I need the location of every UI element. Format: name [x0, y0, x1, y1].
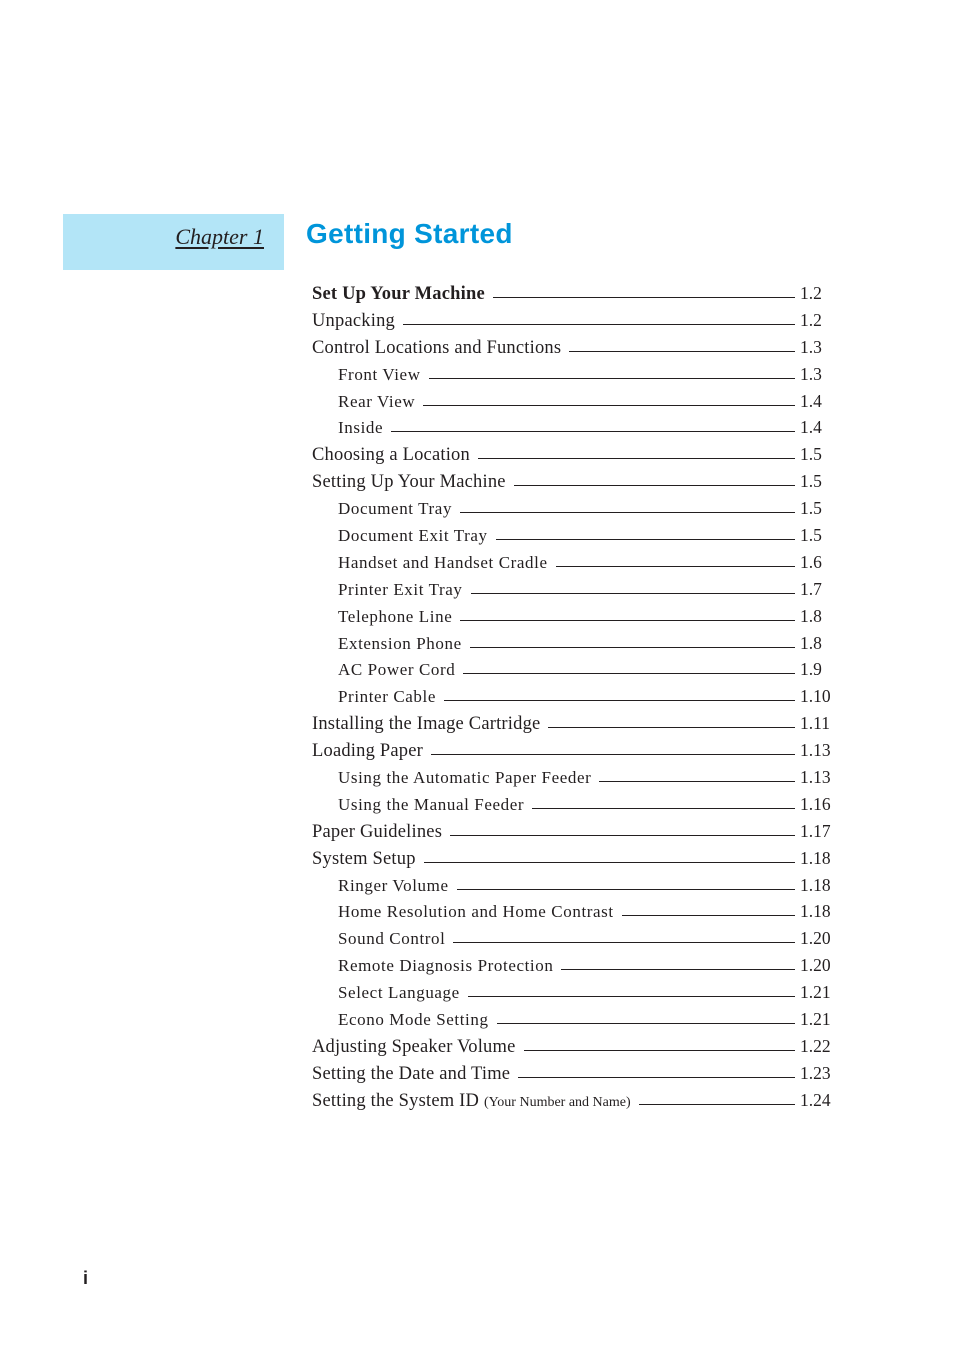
toc-entry-label	[338, 983, 460, 1003]
toc-entry-label	[338, 1010, 489, 1030]
toc-entry-label	[312, 284, 485, 305]
toc-entry-title: Paper Guidelines	[312, 821, 443, 842]
toc-leader-line	[391, 431, 795, 432]
toc-entry-title: Ringer Volume	[338, 875, 449, 895]
toc-leader-line	[444, 700, 795, 701]
toc-entry[interactable]	[312, 310, 834, 337]
toc-page-number: 1.5	[800, 444, 822, 465]
toc-leader-line	[548, 727, 795, 728]
toc-page-number: 1.20	[800, 928, 831, 949]
toc-entry[interactable]	[312, 471, 834, 498]
toc-entry[interactable]	[312, 875, 834, 902]
toc-page-number: 1.21	[800, 982, 831, 1003]
toc-leader-line	[561, 969, 795, 970]
table-of-contents	[312, 283, 834, 1117]
page-number: i	[83, 1268, 89, 1288]
toc-leader-line	[518, 1077, 795, 1078]
toc-entry[interactable]	[312, 955, 834, 982]
toc-page-number: 1.22	[800, 1035, 831, 1056]
toc-leader-line	[599, 781, 795, 782]
toc-leader-line	[460, 512, 795, 513]
toc-entry[interactable]	[312, 283, 834, 310]
toc-entry-label	[338, 929, 445, 949]
toc-entry[interactable]	[312, 767, 834, 794]
toc-leader-line	[639, 1104, 795, 1105]
toc-entry[interactable]	[312, 848, 834, 875]
toc-page-number: 1.16	[800, 793, 831, 814]
toc-page-number: 1.6	[800, 551, 822, 572]
toc-entry-title: Document Exit Tray	[338, 526, 488, 546]
toc-entry-title: Handset and Handset Cradle	[338, 552, 548, 572]
toc-leader-line	[423, 405, 795, 406]
toc-entry-label	[338, 795, 524, 815]
toc-page-number: 1.17	[800, 820, 831, 841]
toc-page-number: 1.18	[800, 901, 831, 922]
toc-entry-subtitle: (Your Number and Name)	[483, 1094, 631, 1110]
toc-entry[interactable]	[312, 444, 834, 471]
toc-entry-label	[338, 418, 383, 438]
toc-entry[interactable]	[312, 928, 834, 955]
toc-leader-line	[496, 539, 795, 540]
toc-entry-title: Setting Up Your Machine	[312, 472, 506, 493]
toc-entry[interactable]	[312, 713, 834, 740]
toc-leader-line	[493, 297, 795, 298]
toc-entry[interactable]	[312, 794, 834, 821]
chapter-box	[63, 214, 284, 270]
toc-page-number: 1.20	[800, 955, 831, 976]
toc-page-number: 1.18	[800, 874, 831, 895]
toc-entry[interactable]	[312, 982, 834, 1009]
toc-entry-label	[338, 660, 455, 680]
toc-leader-line	[478, 458, 795, 459]
toc-page-number: 1.2	[800, 309, 822, 330]
toc-entry-title: Adjusting Speaker Volume	[312, 1036, 516, 1057]
toc-entry[interactable]	[312, 552, 834, 579]
toc-entry[interactable]	[312, 1036, 834, 1063]
toc-entry-label	[338, 499, 452, 519]
toc-entry-title: Document Tray	[338, 499, 453, 519]
page-title: Getting Started	[306, 218, 513, 249]
toc-leader-line	[497, 1023, 795, 1024]
toc-entry-label	[312, 849, 416, 870]
toc-leader-line	[450, 835, 795, 836]
toc-entry-title: Using the Automatic Paper Feeder	[338, 768, 592, 788]
toc-leader-line	[468, 996, 795, 997]
toc-page-number: 1.13	[800, 740, 831, 761]
toc-entry[interactable]	[312, 686, 834, 713]
toc-entry[interactable]	[312, 364, 834, 391]
toc-page-number: 1.7	[800, 578, 822, 599]
toc-entry-title: Inside	[338, 418, 384, 438]
toc-leader-line	[457, 889, 795, 890]
toc-entry[interactable]	[312, 659, 834, 686]
toc-page-number: 1.13	[800, 767, 831, 788]
toc-page-number: 1.4	[800, 390, 822, 411]
toc-entry[interactable]	[312, 337, 834, 364]
toc-page-number: 1.3	[800, 336, 822, 357]
toc-leader-line	[453, 942, 795, 943]
toc-entry-title: Set Up Your Machine	[312, 284, 485, 304]
toc-entry[interactable]	[312, 633, 834, 660]
toc-entry-title: Installing the Image Cartridge	[312, 714, 541, 735]
toc-entry-title: Select Language	[338, 983, 460, 1003]
toc-entry-title: Extension Phone	[338, 633, 462, 653]
toc-leader-line	[471, 593, 796, 594]
toc-entry-label	[338, 580, 463, 600]
toc-entry-label	[312, 822, 442, 843]
toc-page-number: 1.4	[800, 417, 822, 438]
toc-entry-label	[338, 956, 553, 976]
toc-entry-label	[312, 472, 506, 493]
toc-leader-line	[524, 1050, 796, 1051]
toc-entry-label	[338, 553, 548, 573]
toc-entry-label	[312, 445, 470, 466]
toc-entry-label	[312, 1064, 510, 1085]
toc-leader-line	[424, 862, 795, 863]
toc-entry-label	[312, 311, 395, 332]
toc-entry-title: Control Locations and Functions	[312, 337, 562, 358]
toc-entry[interactable]	[312, 821, 834, 848]
toc-entry-label	[312, 1037, 516, 1058]
toc-leader-line	[622, 915, 795, 916]
toc-page-number: 1.5	[800, 525, 822, 546]
toc-page-number: 1.23	[800, 1062, 831, 1083]
toc-entry-title: System Setup	[312, 848, 416, 869]
toc-entry-title: Telephone Line	[338, 606, 453, 626]
toc-entry[interactable]	[312, 391, 834, 418]
toc-page-number: 1.18	[800, 847, 831, 868]
toc-entry-title: Home Resolution and Home Contrast	[338, 902, 614, 922]
toc-leader-line	[403, 324, 795, 325]
toc-entry-title: Econo Mode Setting	[338, 1010, 489, 1030]
toc-entry-title: Printer Cable	[338, 687, 436, 707]
toc-entry[interactable]	[312, 1090, 834, 1117]
toc-entry-label	[338, 768, 591, 788]
toc-entry-title: Front View	[338, 364, 421, 384]
toc-entry-label	[312, 714, 540, 735]
toc-entry-title: Printer Exit Tray	[338, 579, 463, 599]
toc-leader-line	[532, 808, 795, 809]
toc-page-number: 1.24	[800, 1089, 831, 1110]
toc-entry-title: Setting the Date and Time	[312, 1063, 511, 1084]
toc-entry[interactable]	[312, 606, 834, 633]
toc-leader-line	[556, 566, 795, 567]
toc-page-number: 1.5	[800, 471, 822, 492]
toc-entry-label	[338, 392, 415, 412]
toc-entry[interactable]	[312, 740, 834, 767]
toc-leader-line	[463, 673, 795, 674]
toc-page-number: 1.9	[800, 659, 822, 680]
toc-entry-label	[338, 687, 436, 707]
toc-page-number: 1.21	[800, 1009, 831, 1030]
toc-entry-label	[312, 338, 561, 359]
toc-entry-title: Sound Control	[338, 929, 446, 949]
toc-entry-title: Choosing a Location	[312, 445, 470, 466]
toc-entry-title: Loading Paper	[312, 741, 423, 762]
toc-entry-title: Setting the System ID	[312, 1090, 480, 1111]
toc-page-number: 1.8	[800, 605, 822, 626]
chapter-label: Chapter 1	[175, 224, 264, 249]
toc-entry[interactable]	[312, 579, 834, 606]
toc-page-number: 1.10	[800, 686, 831, 707]
toc-page-number: 1.2	[800, 283, 822, 303]
toc-entry-label	[338, 365, 421, 385]
toc-entry[interactable]	[312, 525, 834, 552]
toc-entry[interactable]	[312, 901, 834, 928]
toc-entry-label	[338, 607, 452, 627]
toc-leader-line	[429, 378, 795, 379]
toc-page-number: 1.8	[800, 632, 822, 653]
toc-entry-title: Rear View	[338, 391, 416, 411]
toc-entry[interactable]	[312, 1009, 834, 1036]
toc-entry-label	[338, 902, 614, 922]
toc-page-number: 1.5	[800, 498, 822, 519]
toc-entry-title: AC Power Cord	[338, 660, 456, 680]
toc-entry[interactable]	[312, 1063, 834, 1090]
toc-entry-title: Using the Manual Feeder	[338, 794, 525, 814]
toc-entry-label	[312, 1091, 631, 1112]
toc-entry[interactable]	[312, 498, 834, 525]
toc-leader-line	[569, 351, 795, 352]
toc-entry[interactable]	[312, 417, 834, 444]
toc-leader-line	[514, 485, 795, 486]
toc-entry-title: Unpacking	[312, 310, 395, 331]
toc-leader-line	[431, 754, 795, 755]
toc-entry-label	[338, 634, 462, 654]
toc-entry-label	[338, 876, 449, 896]
toc-page-number: 1.11	[800, 713, 830, 734]
toc-entry-label	[338, 526, 488, 546]
toc-leader-line	[470, 647, 795, 648]
toc-entry-label	[312, 741, 423, 762]
toc-leader-line	[460, 620, 795, 621]
toc-page-number: 1.3	[800, 363, 822, 384]
toc-entry-title: Remote Diagnosis Protection	[338, 956, 554, 976]
